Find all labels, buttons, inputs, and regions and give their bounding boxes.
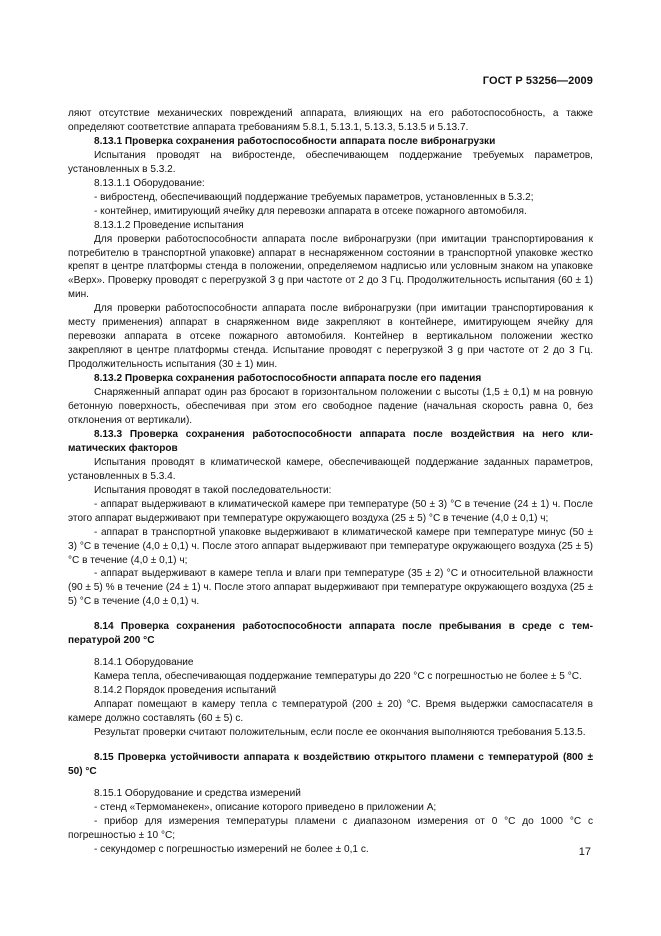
paragraph: Снаряженный аппарат один раз бросают в горизонтальном положении с высоты (1,5 ± 0,1) м на ровную бетонную поверхность, обеспечивая при этом его свободное падение (начальная скорость равна 0, без отклонения от вертикали). (68, 387, 593, 426)
subsection-heading: 8.13.1.2 Проведение испытания (94, 219, 244, 231)
section-heading-8-14: 8.14 Проверка сохранения работоспособности аппарата после пребывания в среде с температурой 200 °С (68, 621, 593, 647)
section-heading-8-13-1: 8.13.1 Проверка сохранения работоспособности аппарата после вибронагрузки (94, 135, 496, 147)
subsection-heading: 8.15.1 Оборудование и средства измерений (94, 787, 301, 799)
list-item: - аппарат выдерживают в климатической камере при температуре (50 ± 3) °С в течение (24 ± 1) ч. После этого аппарат выдерживают при температуре окружающего воздуха (25 ± 5) °С в течение (4,0 ± 0,1) ч; (68, 498, 593, 524)
paragraph: Камера тепла, обеспечивающая поддержание температуры до 220 °С с погрешностью не более ± 5 °С. (94, 671, 582, 683)
list-item: - аппарат в транспортной упаковке выдерживают в климатической камере при температуре минус (50 ± 3) °С в течение (4,0 ± 0,1) ч. После этого аппарат выдерживают при температуре окружающего воздуха (25 ± 5) °С в течение (4,0 ± 0,1) ч; (68, 526, 593, 566)
paragraph: Испытания проводят на вибростенде, обеспечивающем поддержание требуемых параметров, установленных в 5.3.2. (68, 149, 593, 175)
list-item: - прибор для измерения температуры пламени с диапазоном измерения от 0 °С до 1000 °С с погрешностью ± 10 °С; (68, 815, 593, 841)
paragraph: Испытания проводят в такой последовательности: (94, 484, 332, 496)
list-item: - контейнер, имитирующий ячейку для перевозки аппарата в отсеке пожарного автомобиля. (94, 205, 527, 217)
spacer (68, 740, 593, 751)
spacer (68, 648, 593, 656)
section-heading-8-15: 8.15 Проверка устойчивости аппарата к воздействию открытого пламени с температурой (800 ± 50) °С (68, 751, 593, 777)
paragraph: Аппарат помещают в камеру тепла с температурой (200 ± 20) °С. Время выдержки самоспасателя в камере должно составлять (60 ± 5) с. (68, 699, 593, 725)
subsection-heading: 8.13.1.1 Оборудование: (94, 177, 205, 189)
document-body (68, 107, 593, 857)
list-item: - стенд «Термоманекен», описание которого приведено в приложении А; (94, 801, 437, 813)
paragraph-continuation: ляют отсутствие механических повреждений аппарата, влияющих на его работоспособность, а также определяют соответствие аппарата требованиям 5.8.1, 5.13.1, 5.13.3, 5.13.5 и 5.13.7. (68, 108, 593, 133)
spacer (68, 609, 593, 620)
paragraph: Результат проверки считают положительным, если после ее окончания выполняются требования 5.13.5. (94, 726, 586, 738)
subsection-heading: 8.14.1 Оборудование (94, 657, 194, 669)
page-number: 17 (578, 846, 591, 858)
paragraph: Для проверки работоспособности аппарата после вибронагрузки (при имитации транспортирования к месту применения) аппарат в снаряженном виде закрепляют в контейнере, имитирующем ячейку для перевозки аппарата в отсеке пожарного автомобиля. Контейнер в вертикальном положении жестко закрепляют в центре платформы стенда. Испытание проводят с перегрузкой 3 g при частоте от 2 до 3 Гц. Продолжительность испытания (30 ± 1) мин. (68, 303, 593, 371)
paragraph: Для проверки работоспособности аппарата после вибронагрузки (при имитации транспортирования к потребителю в транспортной упаковке) аппарат в неснаряженном состоянии в транспортной упаковке жестко крепят в центре платформы стенда в положении, определяемом надписью или условным знаком на упаковке «Верх». Проверку проводят с перегрузкой 3 g при частоте от 2 до 3 Гц. Продолжительность испытания (60 ± 1) мин. (68, 233, 593, 301)
list-item: - вибростенд, обеспечивающий поддержание требуемых параметров, установленных в 5.3.2; (94, 191, 534, 203)
section-heading-8-13-3: 8.13.3 Проверка сохранения работоспособности аппарата после воздействия на него климатических факторов (68, 428, 593, 454)
section-heading-8-13-2: 8.13.2 Проверка сохранения работоспособности аппарата после его падения (94, 373, 482, 385)
standard-header: ГОСТ Р 53256—2009 (482, 75, 593, 87)
list-item: - аппарат выдерживают в камере тепла и влаги при температуре (35 ± 2) °С и относительной влажности (90 ± 5) % в течение (24 ± 1) ч. После этого аппарат выдерживают при температуре окружающего воздуха (25 ± 5) °С в течение (4,0 ± 0,1) ч. (68, 568, 593, 608)
paragraph: Испытания проводят в климатической камере, обеспечивающей поддержание заданных параметров, установленных в 5.3.4. (68, 456, 593, 482)
list-item: - секундомер с погрешностью измерений не более ± 0,1 с. (94, 843, 369, 855)
spacer (68, 779, 593, 787)
subsection-heading: 8.14.2 Порядок проведения испытаний (94, 685, 277, 697)
